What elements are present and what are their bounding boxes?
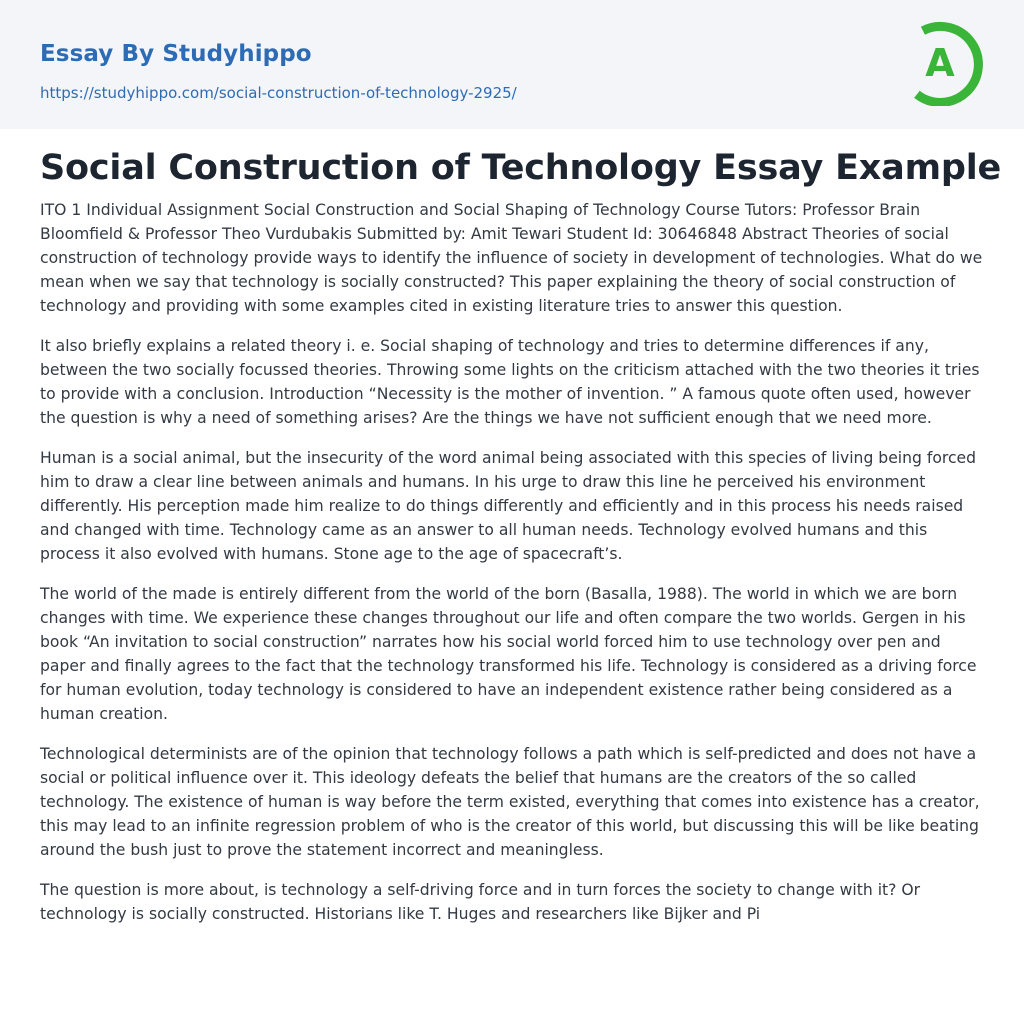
essay-paragraph: ITO 1 Individual Assignment Social Construction and Social Shaping of Technology Course Tutors: Professor Brain Bloomfield & Professor Theo Vurdubakis Submitted by: Amit Tewari Student Id: 30646848 Abstract Theories of social construction of technology provide ways to identify the influence of society in development of technologies. What do we mean when we say that technology is socially constructed? This paper explaining the theory of social construction of technology and providing with some examples cited in existing literature tries to answer this question. bbox=[40, 201, 983, 315]
essay-paragraph: The world of the made is entirely different from the world of the born (Basalla, 1988). The world in which we are born changes with time. We experience these changes throughout our life and often compare the two worlds. Gergen in his book “An invitation to social construction” narrates how his social world forced him to use technology over pen and paper and finally agrees to the fact that the technology transformed his life. Technology is considered as a driving force for human evolution, today technology is considered to have an independent existence rather being considered as a human creation. bbox=[40, 585, 977, 723]
logo-letter: A bbox=[925, 41, 955, 85]
essay-paragraph: The question is more about, is technology a self-driving force and in turn forces the society to change with it? Or technology is socially constructed. Historians like T. Huges and researchers like Bijker and Pi bbox=[40, 881, 921, 923]
essay-paragraph: Human is a social animal, but the insecurity of the word animal being associated with this species of living being forced him to draw a clear line between animals and humans. In his urge to draw this line he perceived his environment differently. His perception made him realize to do things differently and efficiently and in this process his needs raised and changed with time. Technology came as an answer to all human needs. Technology evolved humans and this process it also evolved with humans. Stone age to the age of spacecraft’s. bbox=[40, 449, 977, 563]
site-header bbox=[0, 0, 1024, 129]
studyhippo-logo-icon[interactable] bbox=[908, 18, 988, 106]
page-title: Social Construction of Technology Essay Example bbox=[40, 148, 1002, 188]
brand-title[interactable]: Essay By Studyhippo bbox=[40, 41, 312, 67]
essay-paragraph: Technological determinists are of the opinion that technology follows a path which is self-predicted and does not have a social or political influence over it. This ideology defeats the belief that humans are the creators of the so called technology. The existence of human is way before the term existed, everything that comes into existence has a creator, this may lead to an infinite regression problem of who is the creator of this world, but discussing this will be like beating around the bush just to prove the statement incorrect and meaningless. bbox=[40, 745, 980, 859]
essay-url-link[interactable]: https://studyhippo.com/social-construction-of-technology-2925/ bbox=[40, 84, 517, 102]
essay-paragraph: It also briefly explains a related theory i. e. Social shaping of technology and tries to determine differences if any, between the two socially focussed theories. Throwing some lights on the criticism attached with the two theories it tries to provide with a conclusion. Introduction “Necessity is the mother of invention. ” A famous quote often used, however the question is why a need of something arises? Are the things we have not sufficient enough that we need more. bbox=[40, 337, 980, 427]
article bbox=[40, 144, 1002, 942]
